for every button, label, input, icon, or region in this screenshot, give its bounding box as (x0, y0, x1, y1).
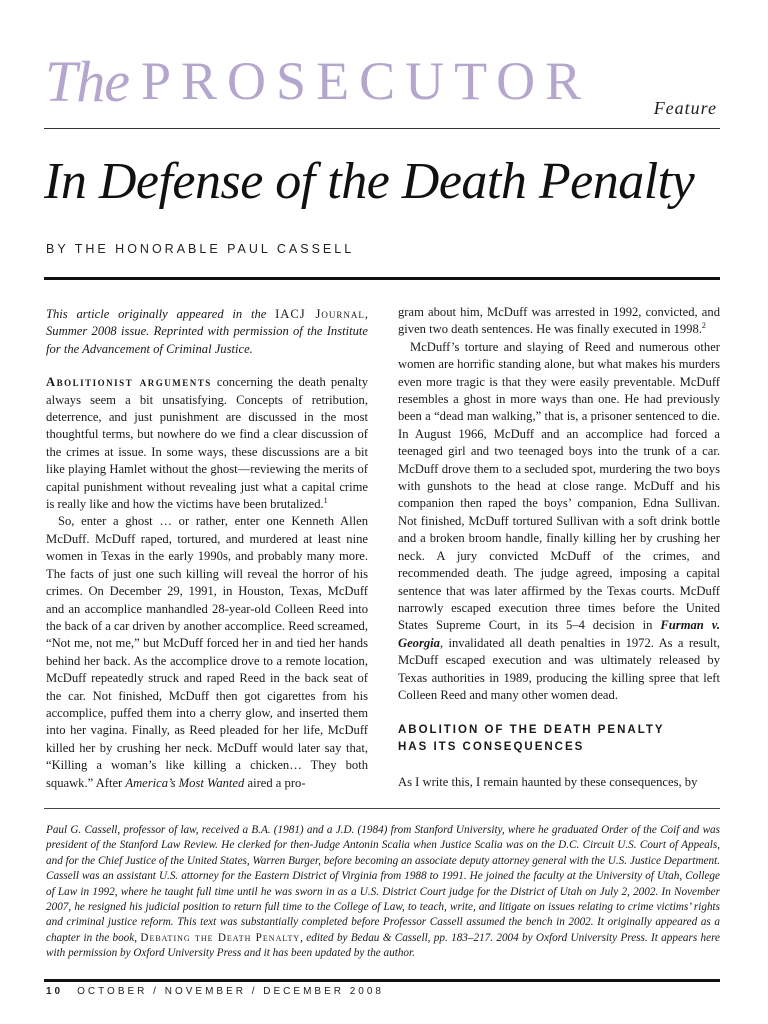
paragraph-3 (398, 339, 720, 705)
case-name: Furman v. Georgia (398, 618, 720, 650)
paragraph-2-continued-text: gram about him, McDuff was arrested in 1992, convicted, and given two death sentences. He was finally executed in 1998. (398, 305, 720, 337)
origin-note (46, 306, 368, 358)
paragraph-4: As I write this, I remain haunted by these consequences, by (398, 775, 698, 790)
origin-text: This article originally appeared in the (46, 307, 276, 321)
paragraph-1-text: concerning the death penalty always seem a bit unsatisfying. Concepts of retribution, deterrence, and just punishment are discussed in the most thoughtful terms, but nowhere do we find a clear discussion of the crimes at issue. In some ways, these discussions are a bit like playing Hamlet without the ghost—reviewing the merits of capital punishment without revealing just what a capital crime is really like and how the victims have been brutalized. (46, 375, 368, 512)
article-column-right (398, 304, 720, 792)
footnote-ref-1: 1 (323, 495, 328, 505)
paragraph-3-end: , invalidated all death penalties in 1972. As a result, McDuff escaped execution and was ultimately released by Texas authorities in 1989, producing the killing spree that left Colleen Reed and many other women dead. (398, 635, 720, 702)
paragraph-3-text: McDuff’s torture and slaying of Reed and numerous other women are horrific standing alone, but what makes his murders even more tragic is that they were easily preventable. McDuff resembles a ghost in more ways than one. He had previously been a “dead man walking,” that is, a prisoner sentenced to die. In August 1966, McDuff and an accomplice had forced a teenaged girl and two teenaged boys into the trunk of a car. McDuff drove them to a secluded spot, murdering the two boys with gunshots to the head at close range. McDuff and his companion then raped the boys’ companion, Edna Sullivan. Not finished, McDuff tortured Sullivan with a soft drink bottle and a broken broom handle, finally killing her by crushing her neck. A jury convicted McDuff of the crimes, and recommended death. The judge agreed, imposing a capital sentence that was later affirmed by the Texas courts. McDuff narrowly escaped execution three times before the United States Supreme Court, in its 5–4 decision in (398, 339, 720, 633)
bio-divider (44, 808, 720, 809)
section-heading (398, 722, 720, 756)
section-heading-line-1: ABOLITION OF THE DEATH PENALTY (398, 724, 665, 737)
section-label: Feature (653, 98, 717, 118)
paragraph-2-continued (398, 304, 720, 339)
masthead-title: PROSECUTOR (141, 51, 592, 111)
byline: BY THE HONORABLE PAUL CASSELL (46, 242, 355, 256)
issue-date: OCTOBER / NOVEMBER / DECEMBER 2008 (77, 986, 384, 997)
paragraph-1 (46, 374, 368, 513)
footer-divider (44, 979, 720, 982)
paragraph-2-text: So, enter a ghost … or rather, enter one Kenneth Allen McDuff. McDuff raped, tortured, and murdered at least nine women in Texas in the early 1990s, and probably many more. The facts of just one such killing will reveal the horror of his crimes. On December 29, 1991, in Houston, Texas, McDuff and an accomplice manhandled 28-year-old Colleen Reed into the back of a car driven by another accomplice. Reed screamed, “Not me, not me,” but McDuff forced her in and tied her hands behind her back. As the accomplice drove to a remote location, McDuff repeatedly struck and raped Reed in the back seat of the car. Not finished, McDuff then got cigarettes from his accomplice, puffed them into a cherry glow, and inserted them into her vagina. Finally, as Reed pleaded for her life, McDuff killed her by crushing her neck. McDuff would later say that, “Killing a woman’s like killing a chicken… They both squawk.” After (46, 514, 368, 790)
bio-text: Paul G. Cassell, professor of law, received a B.A. (1981) and a J.D. (1984) from Stanford University, where he graduated Order of the Coif and was president of the Stanford Law Review. He clerked for then-Judge Antonin Scalia when Justice Scalia was on the D.C. Circuit U.S. Court of Appeals, and for the Chief Justice of the United States, Warren Burger, before becoming an associate deputy attorney general with the U.S. Justice Department. Cassell was an assistant U.S. attorney for the Eastern District of Virginia from 1988 to 1991. He joined the faculty at the University of Utah, College of Law in 1992, where he taught full time until he was sworn in as a U.S. District Court judge for the District of Utah on July 2, 2002. In November 2007, he resigned his judicial position to return full time to the College of Law, to teach, write, and litigate on issues relating to crime victims’ rights and criminal justice reform. This text was substantially completed before Professor Cassell assumed the bench in 2002. It originally appeared as a chapter in the book, (46, 824, 720, 944)
article-column-left (46, 306, 368, 792)
section-heading-line-2: HAS ITS CONSEQUENCES (398, 741, 585, 754)
bio-text-end: , edited by Bedau & Cassell, pp. 183–217. 2004 by Oxford University Press. It appears here with permission by Oxford University Press and it has been updated by the author. (46, 931, 720, 960)
origin-text-end: , Summer 2008 issue. Reprinted with permission of the Institute for the Advancement of Criminal Justice. (46, 307, 368, 356)
header-divider (44, 128, 720, 129)
paragraph-2 (46, 513, 368, 792)
journal-name: IACJ Journal (275, 307, 365, 321)
page-number: 10 (46, 986, 64, 997)
lead-in: Abolitionist arguments (46, 375, 212, 390)
title-divider (44, 277, 720, 280)
book-title: Debating the Death Penalty (140, 931, 301, 944)
page-footer (46, 986, 384, 997)
masthead-the: The (45, 49, 129, 114)
masthead (45, 48, 725, 128)
footnote-ref-2: 2 (701, 321, 706, 331)
show-title: America’s Most Wanted (125, 775, 245, 790)
paragraph-2-end: aired a pro- (244, 775, 306, 790)
article-title: In Defense of the Death Penalty (44, 153, 695, 210)
author-bio (46, 823, 720, 962)
